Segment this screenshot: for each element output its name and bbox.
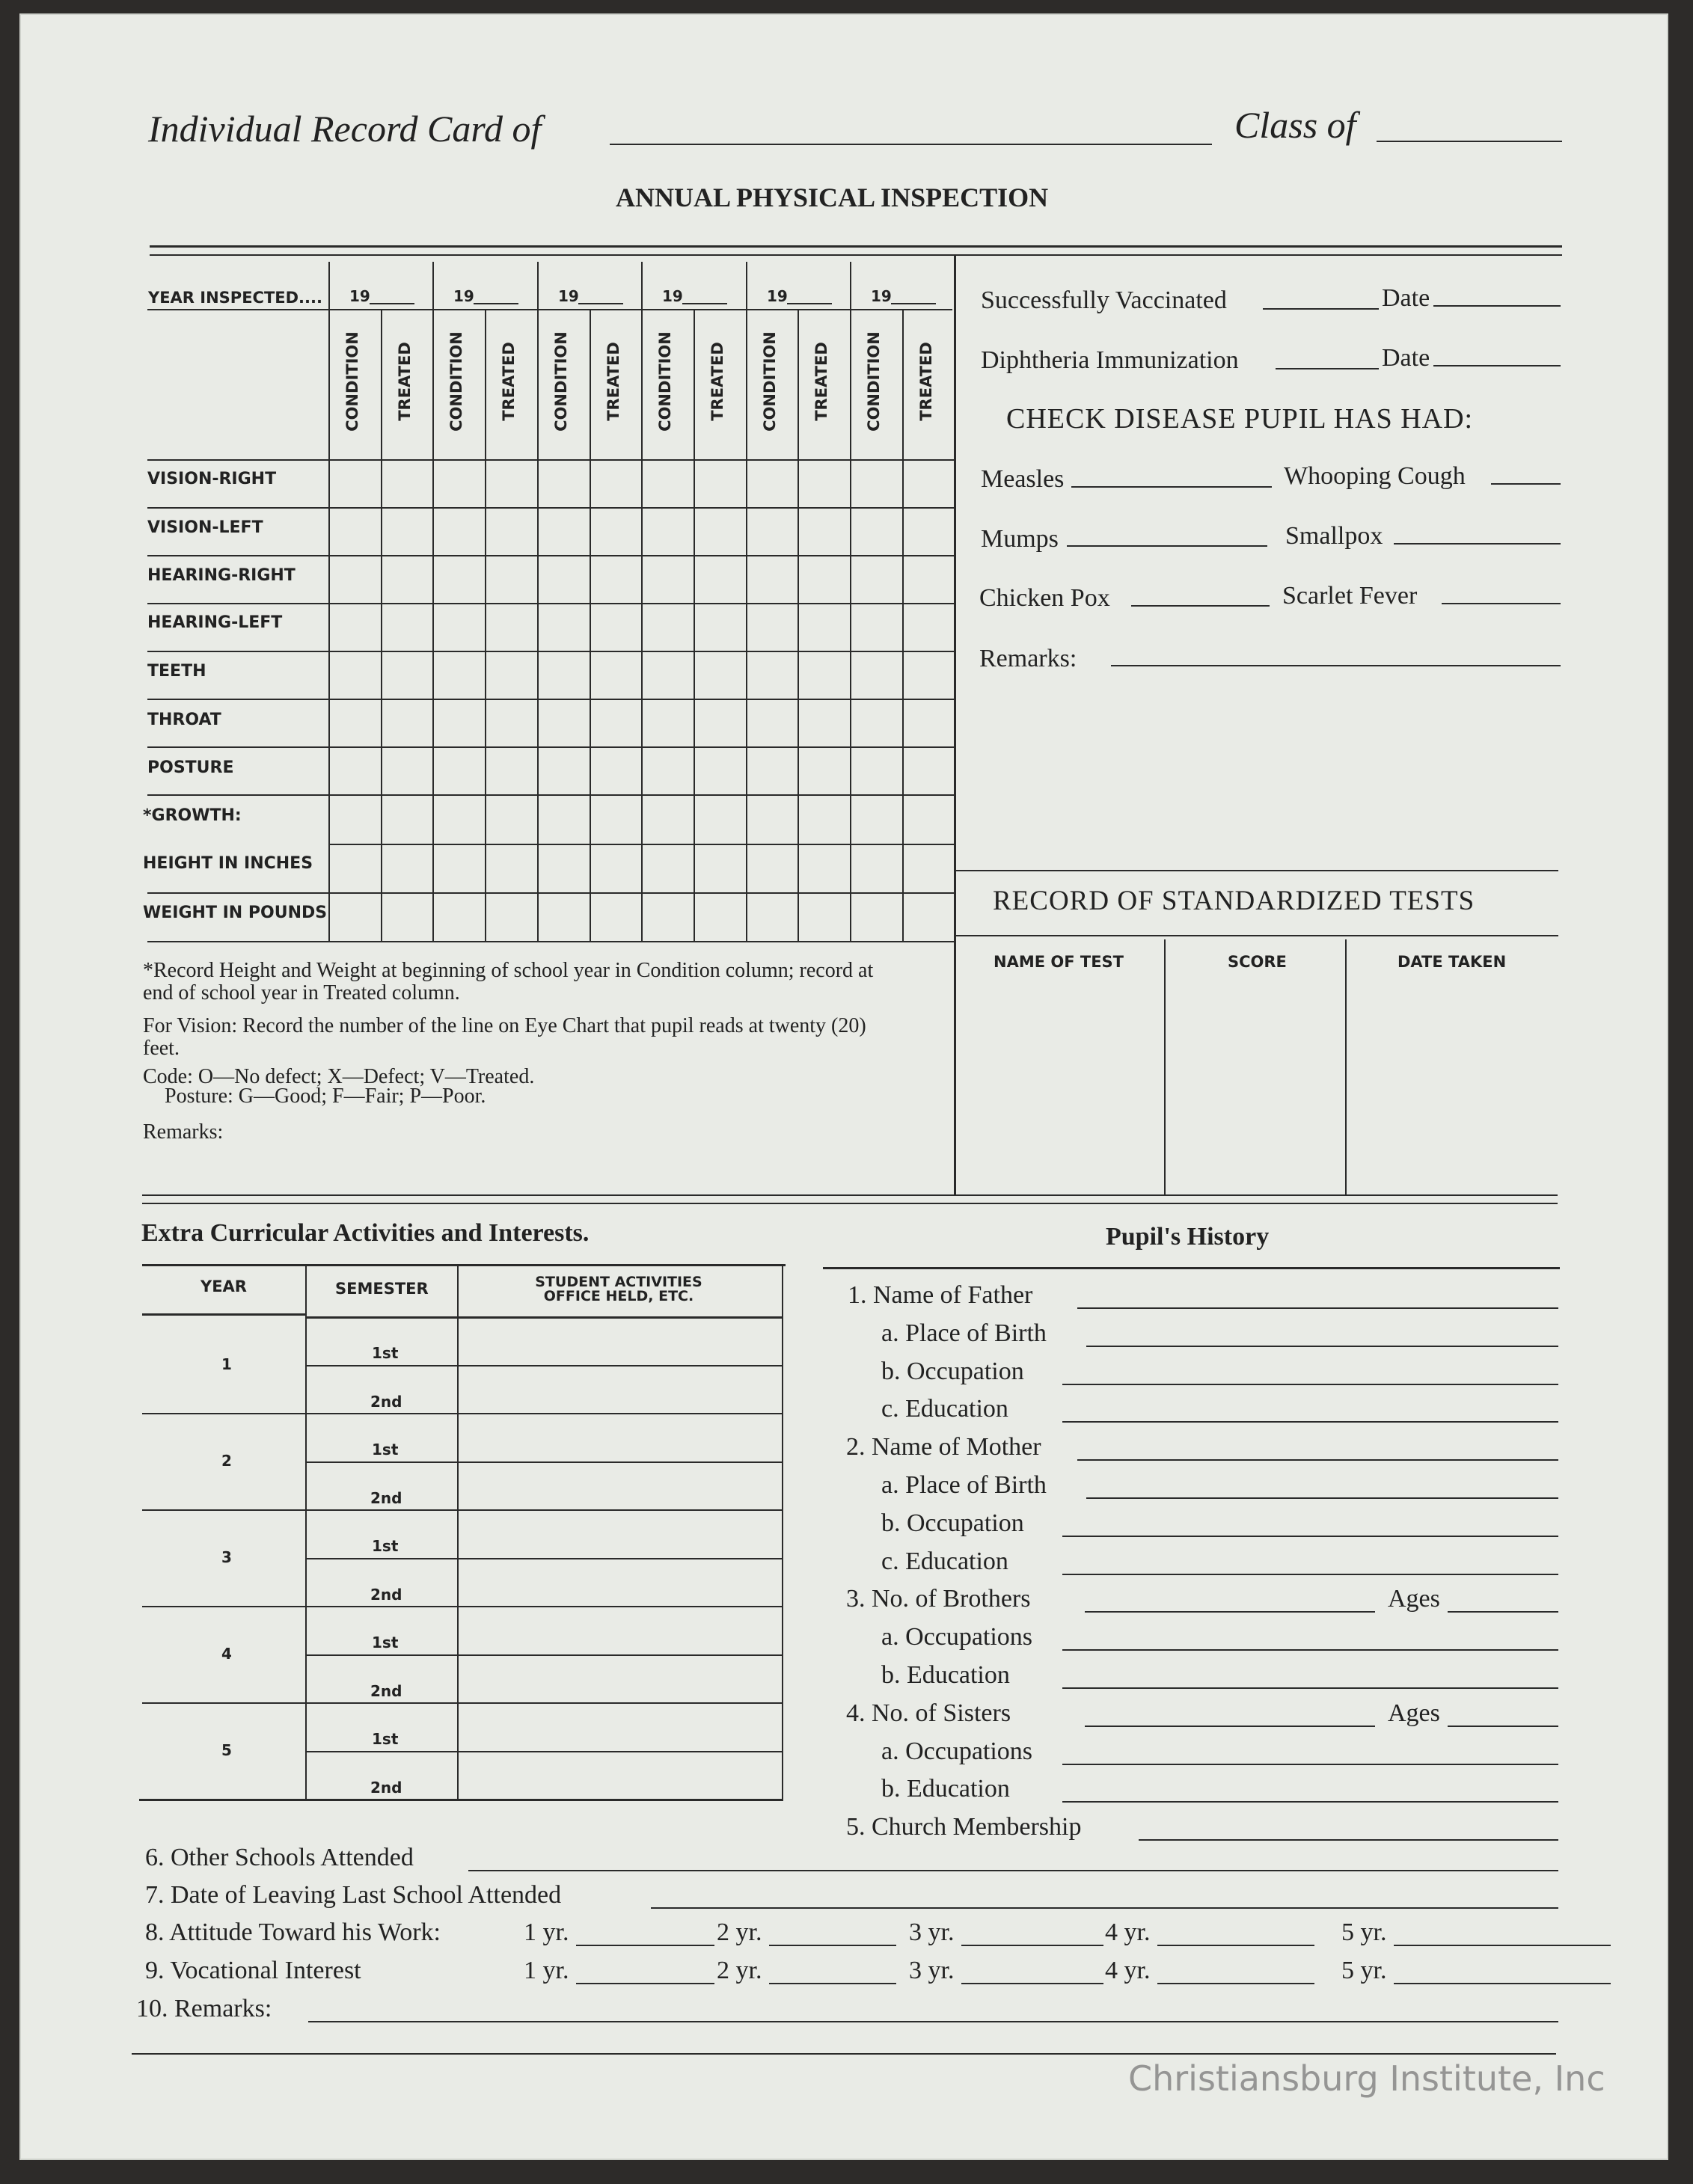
year-label: 2 yr. [717,1918,762,1946]
activity-entry-field[interactable] [459,1367,780,1411]
inspection-cell[interactable] [434,796,483,842]
vocational-year-field[interactable] [1157,1983,1314,1984]
inspection-cell[interactable] [904,652,952,697]
inspection-cell[interactable] [904,509,952,553]
inspection-cell[interactable] [643,845,692,891]
inspection-cell[interactable] [851,604,901,649]
other-schools-field[interactable] [468,1870,1558,1871]
activity-entry-field[interactable] [459,1319,780,1362]
history-question-label: c. Education [881,1547,1008,1575]
inspection-cell[interactable] [591,796,640,842]
history-answer-field[interactable] [1062,1536,1558,1537]
inspection-cell[interactable] [434,604,483,649]
health-remarks-field[interactable] [1111,665,1561,666]
inspection-cell[interactable] [539,845,588,891]
smallpox-label: Smallpox [1285,522,1383,550]
inspection-cell[interactable] [904,700,952,745]
inspection-cell[interactable] [382,700,431,745]
inspection-cell[interactable] [747,461,796,506]
inspection-cell[interactable] [799,748,848,793]
history-question-label: c. Education [881,1395,1008,1423]
year-field[interactable] [578,303,623,304]
inspection-cell[interactable] [539,796,588,842]
activity-entry-field[interactable] [459,1608,780,1651]
whooping-cough-label: Whooping Cough [1284,462,1466,490]
vaccinated-field[interactable] [1263,308,1379,310]
history-answer-field[interactable] [1062,1384,1558,1385]
year-label: 2 yr. [717,1957,762,1984]
history-question-label: b. Education [881,1775,1010,1803]
history-question-label: a. Occupations [881,1737,1033,1765]
history-answer-field[interactable] [1077,1459,1558,1461]
inspection-cell[interactable] [747,700,796,745]
inspection-cell[interactable] [851,652,901,697]
attitude-year-field[interactable] [961,1945,1103,1946]
history-question-label: 4. No. of Sisters [846,1699,1011,1727]
inspection-row-label: VISION-RIGHT [147,470,277,488]
attitude-label: 8. Attitude Toward his Work: [145,1918,441,1946]
diphtheria-field[interactable] [1276,368,1379,369]
history-answer-field[interactable] [1086,1346,1558,1347]
inspection-cell[interactable] [434,700,483,745]
inspection-cell[interactable] [434,556,483,601]
activity-year-label: 1 [221,1355,232,1373]
inspection-cell[interactable] [695,652,744,697]
year-label: 3 yr. [909,1957,955,1984]
inspection-row-label: HEARING-RIGHT [147,566,296,585]
treated-column-header: TREATED [604,342,622,421]
year-label: 4 yr. [1105,1918,1151,1946]
semester-label: 1st [372,1634,399,1651]
mumps-label: Mumps [981,525,1059,553]
inspection-cell[interactable] [382,894,431,939]
condition-column-header: CONDITION [447,331,465,432]
inspection-cell[interactable] [904,461,952,506]
activity-entry-field[interactable] [459,1753,780,1797]
diphtheria-label: Diphtheria Immunization [981,346,1239,374]
inspection-cell[interactable] [434,748,483,793]
inspection-cell[interactable] [539,652,588,697]
inspection-cell[interactable] [695,796,744,842]
year-label: 5 yr. [1341,1918,1387,1946]
activities-title: Extra Curricular Activities and Interests. [141,1219,590,1247]
inspection-row-label: THROAT [147,711,221,729]
vaccinated-date-field[interactable] [1433,305,1561,307]
semester-label: 2nd [370,1586,402,1604]
inspection-row-label: *GROWTH: [143,806,242,825]
final-remarks-field[interactable] [308,2021,1558,2022]
inspection-cell[interactable] [382,652,431,697]
inspection-cell[interactable] [330,845,379,891]
inspection-cell[interactable] [539,894,588,939]
year-19-label: 19 [349,287,370,305]
year-label: 4 yr. [1105,1957,1151,1984]
inspection-cell[interactable] [330,796,379,842]
year-field[interactable] [370,303,414,304]
inspection-cell[interactable] [643,509,692,553]
inspection-cell[interactable] [591,604,640,649]
semester-label: 2nd [370,1779,402,1797]
inspection-cell[interactable] [486,845,536,891]
ages-label: Ages [1388,1585,1440,1613]
inspection-cell[interactable] [382,509,431,553]
history-question-label: b. Occupation [881,1358,1024,1385]
history-question-label: a. Occupations [881,1623,1033,1651]
smallpox-field[interactable] [1394,543,1561,545]
diphtheria-date-label: Date [1382,344,1430,372]
inspection-cell[interactable] [486,894,536,939]
condition-column-header: CONDITION [865,331,883,432]
inspection-cell[interactable] [695,748,744,793]
inspection-cell[interactable] [643,556,692,601]
vaccinated-label: Successfully Vaccinated [981,286,1227,314]
inspection-cell[interactable] [330,556,379,601]
inspection-cell[interactable] [643,796,692,842]
inspection-cell[interactable] [904,556,952,601]
attitude-year-field[interactable] [1157,1945,1314,1946]
semester-label: 2nd [370,1682,402,1700]
year-19-label: 19 [558,287,579,305]
tests-title: RECORD OF STANDARDIZED TESTS [993,886,1475,916]
condition-column-header: CONDITION [552,331,570,432]
inspection-cell[interactable] [591,509,640,553]
inspection-cell[interactable] [382,748,431,793]
semester-label: 1st [372,1537,399,1555]
inspection-cell[interactable] [695,604,744,649]
inspection-cell[interactable] [539,556,588,601]
history-answer-field[interactable] [1062,1764,1558,1765]
inspection-remarks-label: Remarks: [143,1120,224,1144]
history-answer-field[interactable] [1085,1726,1375,1727]
history-question-label: b. Education [881,1661,1010,1689]
inspection-cell[interactable] [643,700,692,745]
history-question-label: 1. Name of Father [848,1281,1033,1309]
attitude-year-field[interactable] [576,1945,714,1946]
semester-label: 2nd [370,1393,402,1411]
date-taken-header: DATE TAKEN [1397,953,1507,971]
activities-header: STUDENT ACTIVITIES OFFICE HELD, ETC. [535,1274,702,1304]
inspection-cell[interactable] [434,894,483,939]
semester-header: SEMESTER [335,1280,429,1298]
vocational-year-field[interactable] [961,1983,1103,1984]
growth-note: *Record Height and Weight at beginning of school year in Condition column; record at end of school year in Treated column. [143,959,874,1004]
semester-label: 2nd [370,1489,402,1507]
chicken-pox-field[interactable] [1131,605,1270,607]
treated-column-header: TREATED [917,342,935,421]
inspection-cell[interactable] [851,556,901,601]
condition-column-header: CONDITION [656,331,674,432]
inspection-cell[interactable] [382,461,431,506]
mumps-field[interactable] [1067,545,1267,547]
inspection-row-label: WEIGHT IN POUNDS [143,904,328,922]
other-schools-label: 6. Other Schools Attended [145,1844,414,1871]
inspection-cell[interactable] [747,604,796,649]
inspection-cell[interactable] [591,748,640,793]
inspection-cell[interactable] [382,556,431,601]
scarlet-fever-field[interactable] [1442,603,1561,604]
year-field[interactable] [787,303,832,304]
inspection-row-label: HEIGHT IN INCHES [143,854,313,873]
history-question-label: 2. Name of Mother [846,1433,1041,1461]
year-field[interactable] [682,303,727,304]
treated-column-header: TREATED [396,342,414,421]
history-answer-field[interactable] [1077,1307,1558,1309]
year-label: 1 yr. [524,1957,569,1984]
inspection-cell[interactable] [486,652,536,697]
inspection-cell[interactable] [904,845,952,891]
inspection-cell[interactable] [851,894,901,939]
watermark: Christiansburg Institute, Inc [1128,2058,1605,2099]
history-answer-field[interactable] [1062,1421,1558,1423]
treated-column-header: TREATED [500,342,518,421]
inspection-cell[interactable] [591,845,640,891]
inspection-cell[interactable] [486,509,536,553]
inspection-cell[interactable] [486,748,536,793]
inspection-cell[interactable] [851,796,901,842]
year-label: 5 yr. [1341,1957,1387,1984]
inspection-cell[interactable] [695,556,744,601]
vision-note: For Vision: Record the number of the line on Eye Chart that pupil reads at twenty (20) feet. [143,1014,866,1060]
inspection-cell[interactable] [382,604,431,649]
inspection-cell[interactable] [747,748,796,793]
inspection-cell[interactable] [904,894,952,939]
inspection-row-label: HEARING-LEFT [147,613,283,632]
vocational-year-field[interactable] [769,1983,896,1984]
inspection-cell[interactable] [330,509,379,553]
inspection-cell[interactable] [486,796,536,842]
treated-column-header: TREATED [708,342,726,421]
treated-column-header: TREATED [812,342,830,421]
year-19-label: 19 [453,287,474,305]
inspection-cell[interactable] [747,556,796,601]
inspection-cell[interactable] [643,652,692,697]
final-remarks-label: 10. Remarks: [136,1995,272,2022]
inspection-cell[interactable] [330,748,379,793]
attitude-year-field[interactable] [769,1945,896,1946]
inspection-cell[interactable] [851,700,901,745]
inspection-cell[interactable] [799,556,848,601]
name-of-test-header: NAME OF TEST [994,953,1124,971]
code-note: Code: O—No defect; X—Defect; V—Treated. [143,1065,535,1088]
date-leaving-field[interactable] [651,1907,1558,1909]
semester-label: 1st [372,1441,399,1458]
inspection-cell[interactable] [486,556,536,601]
inspection-cell[interactable] [799,845,848,891]
inspection-cell[interactable] [695,461,744,506]
inspection-cell[interactable] [747,845,796,891]
inspection-cell[interactable] [695,845,744,891]
vaccinated-date-label: Date [1382,284,1430,312]
inspection-cell[interactable] [539,748,588,793]
inspection-cell[interactable] [539,509,588,553]
year-19-label: 19 [767,287,788,305]
attitude-year-field[interactable] [1394,1945,1611,1946]
page-title: ANNUAL PHYSICAL INSPECTION [616,182,1049,212]
inspection-cell[interactable] [799,652,848,697]
inspection-cell[interactable] [799,796,848,842]
measles-label: Measles [981,465,1065,493]
inspection-cell[interactable] [539,604,588,649]
inspection-row-label: VISION-LEFT [147,518,263,537]
inspection-cell[interactable] [799,509,848,553]
measles-field[interactable] [1071,486,1272,488]
health-remarks-label: Remarks: [979,645,1077,672]
inspection-row-label: POSTURE [147,758,234,777]
year-field[interactable] [891,303,936,304]
year-label: 3 yr. [909,1918,955,1946]
ages-field[interactable] [1448,1611,1558,1613]
inspection-cell[interactable] [799,461,848,506]
inspection-cell[interactable] [591,461,640,506]
inspection-cell[interactable] [591,556,640,601]
inspection-cell[interactable] [330,461,379,506]
inspection-cell[interactable] [695,894,744,939]
inspection-cell[interactable] [643,894,692,939]
history-question-label: 3. No. of Brothers [846,1585,1031,1613]
history-answer-field[interactable] [1062,1649,1558,1651]
class-label: Class of [1234,104,1356,146]
inspection-cell[interactable] [695,700,744,745]
inspection-cell[interactable] [851,509,901,553]
inspection-cell[interactable] [643,461,692,506]
activity-entry-field[interactable] [459,1512,780,1555]
inspection-cell[interactable] [591,652,640,697]
activity-entry-field[interactable] [459,1415,780,1458]
history-answer-field[interactable] [1085,1611,1375,1613]
year-label: 1 yr. [524,1918,569,1946]
inspection-cell[interactable] [434,461,483,506]
activity-year-label: 3 [221,1548,232,1566]
inspection-cell[interactable] [851,461,901,506]
activity-year-label: 2 [221,1452,232,1470]
name-field[interactable] [610,144,1212,145]
vocational-year-field[interactable] [1394,1983,1611,1984]
semester-label: 1st [372,1344,399,1362]
inspection-cell[interactable] [643,748,692,793]
pupils-history-title: Pupil's History [1106,1223,1270,1251]
activity-entry-field[interactable] [459,1464,780,1507]
activity-year-label: 5 [221,1741,232,1759]
whooping-cough-field[interactable] [1491,483,1561,485]
inspection-cell[interactable] [695,509,744,553]
inspection-cell[interactable] [851,748,901,793]
inspection-cell[interactable] [799,894,848,939]
score-header: SCORE [1228,953,1287,971]
inspection-cell[interactable] [434,652,483,697]
inspection-cell[interactable] [747,652,796,697]
year-field[interactable] [474,303,518,304]
year-inspected-label: YEAR INSPECTED.... [148,289,322,307]
history-answer-field[interactable] [1139,1839,1558,1841]
inspection-cell[interactable] [486,700,536,745]
check-disease-title: CHECK DISEASE PUPIL HAS HAD: [1006,403,1474,435]
inspection-cell[interactable] [434,845,483,891]
inspection-cell[interactable] [330,604,379,649]
activity-year-label: 4 [221,1645,232,1663]
inspection-cell[interactable] [486,604,536,649]
inspection-cell[interactable] [643,604,692,649]
history-answer-field[interactable] [1062,1574,1558,1575]
inspection-cell[interactable] [904,748,952,793]
inspection-cell[interactable] [434,509,483,553]
history-answer-field[interactable] [1086,1497,1558,1499]
inspection-cell[interactable] [904,796,952,842]
inspection-cell[interactable] [904,604,952,649]
ages-label: Ages [1388,1699,1440,1727]
inspection-row-label: TEETH [147,662,206,681]
inspection-cell[interactable] [330,894,379,939]
history-question-label: 5. Church Membership [846,1813,1082,1841]
diphtheria-date-field[interactable] [1433,365,1561,366]
inspection-cell[interactable] [591,700,640,745]
inspection-cell[interactable] [799,604,848,649]
inspection-cell[interactable] [747,509,796,553]
class-field[interactable] [1377,141,1562,142]
year-19-label: 19 [871,287,892,305]
activity-entry-field[interactable] [459,1705,780,1748]
condition-column-header: CONDITION [343,331,361,432]
posture-code: Posture: G—Good; F—Fair; P—Poor. [165,1085,486,1108]
semester-label: 1st [372,1730,399,1748]
inspection-cell[interactable] [799,700,848,745]
condition-column-header: CONDITION [761,331,779,432]
history-question-label: a. Place of Birth [881,1471,1047,1499]
inspection-cell[interactable] [486,461,536,506]
inspection-cell[interactable] [539,461,588,506]
inspection-cell[interactable] [382,796,431,842]
inspection-cell[interactable] [851,845,901,891]
inspection-cell[interactable] [382,845,431,891]
history-question-label: b. Occupation [881,1509,1024,1537]
inspection-cell[interactable] [539,700,588,745]
year-19-label: 19 [662,287,683,305]
inspection-cell[interactable] [330,700,379,745]
inspection-cell[interactable] [330,652,379,697]
date-leaving-label: 7. Date of Leaving Last School Attended [145,1881,562,1909]
inspection-cell[interactable] [747,894,796,939]
inspection-cell[interactable] [591,894,640,939]
ages-field[interactable] [1448,1726,1558,1727]
inspection-cell[interactable] [747,796,796,842]
history-answer-field[interactable] [1062,1687,1558,1689]
scarlet-fever-label: Scarlet Fever [1282,582,1418,610]
activity-entry-field[interactable] [459,1657,780,1700]
vocational-label: 9. Vocational Interest [145,1957,361,1984]
activity-entry-field[interactable] [459,1560,780,1604]
year-header: YEAR [200,1277,247,1295]
history-answer-field[interactable] [1062,1801,1558,1803]
vocational-year-field[interactable] [576,1983,714,1984]
card-label: Individual Record Card of [148,108,542,150]
history-question-label: a. Place of Birth [881,1319,1047,1347]
chicken-pox-label: Chicken Pox [979,584,1110,612]
